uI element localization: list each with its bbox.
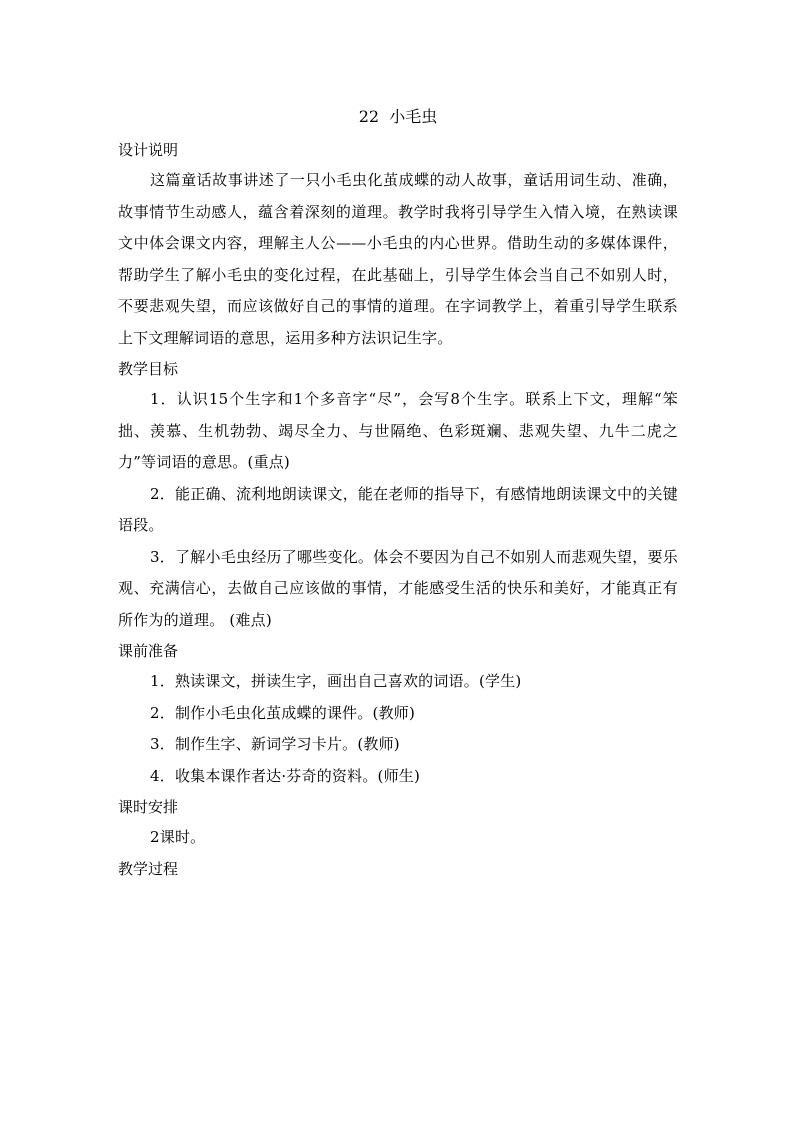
section-heading-prep: 课前准备 (118, 642, 179, 660)
section-heading-goals: 教学目标 (118, 360, 179, 378)
prep-item-3: 3．制作生字、新词学习卡片。(教师) (150, 735, 400, 753)
section-heading-schedule: 课时安排 (118, 798, 179, 816)
section-heading-process: 教学过程 (118, 859, 179, 878)
goal-item-2: 2．能正确、流利地朗读课文，能在老师的指导下，有感情地朗读课文中的关键语段。 (118, 484, 678, 534)
prep-item-4: 4．收集本课作者达·芬奇的资料。(师生) (150, 766, 421, 785)
prep-item-1: 1．熟读课文，拼读生字，画出自己喜欢的词语。(学生) (150, 672, 522, 690)
design-paragraph: 这篇童话故事讲述了一只小毛虫化茧成蝶的动人故事，童话用词生动、准确，故事情节生动感人，蕴含着深刻的道理。教学时我将引导学生入情入境，在熟读课文中体会课文内容，理解主人公——小毛虫的内心世界。借助生动的多媒体课件，帮助学生了解小毛虫的变化过程，在此基础上，引导学生体会当自己不如别人时，不要悲观失望，而应该做好自己的事情的道理。在字词教学上，着重引导学生联系上下文理解词语的意思，运用多种方法识记生字。 (118, 171, 678, 347)
document-page (118, 103, 678, 884)
goal-item-1: 1．认识15个生字和1个多音字“尽”，会写8个生字。联系上下文，理解“笨拙、羡慕、生机勃勃、竭尽全力、与世隔绝、色彩斑斓、悲观失望、九牛二虎之力”等词语的意思。(重点) (118, 390, 678, 471)
document-title: 22 小毛虫 (358, 107, 438, 126)
section-heading-design: 设计说明 (118, 141, 179, 159)
goal-item-3: 3．了解小毛虫经历了哪些变化。体会不要因为自己不如别人而悲观失望，要乐观、充满信心，去做自己应该做的事情，才能感受生活的快乐和美好，才能真正有所作为的道理。 (难点) (118, 547, 678, 629)
schedule-text: 2课时。 (150, 828, 206, 846)
prep-item-2: 2．制作小毛虫化茧成蝶的课件。(教师) (150, 703, 416, 722)
